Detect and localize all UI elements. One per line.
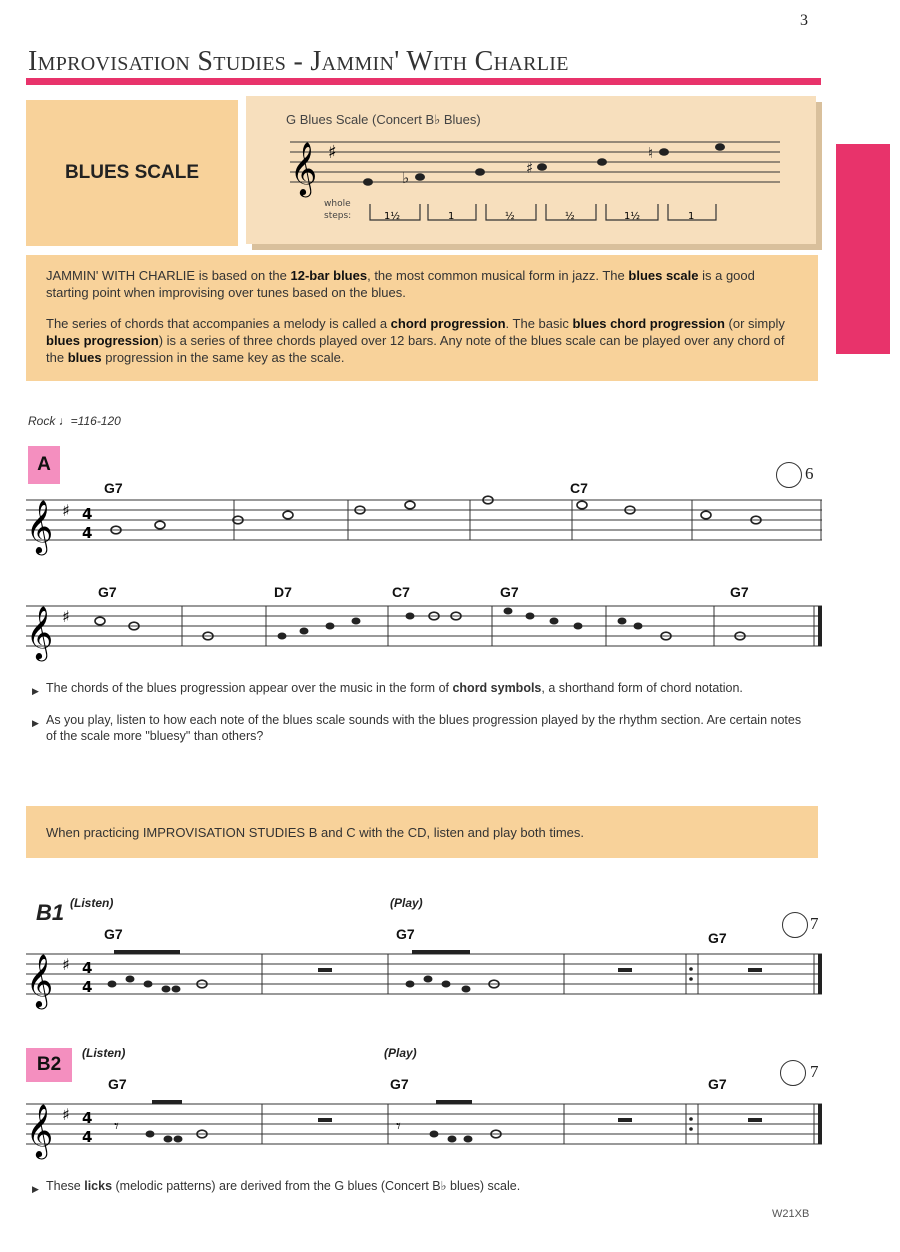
- chord-symbol: C7: [392, 584, 410, 600]
- chord-symbol: C7: [570, 480, 588, 496]
- info-bold: 12-bar blues: [290, 268, 368, 283]
- sharp-sign: ♯: [62, 1105, 70, 1124]
- info-text: JAMMIN' WITH CHARLIE is based on the: [46, 268, 291, 283]
- page-title: Improvisation Studies - Jammin' With Charlie: [28, 46, 569, 77]
- time-signature: 4: [82, 524, 93, 542]
- eighth-rest-icon: 𝄾: [396, 1116, 401, 1137]
- step-5: 1½: [624, 211, 641, 222]
- chord-symbol: G7: [98, 584, 117, 600]
- svg-text:♯: ♯: [526, 159, 534, 177]
- sharp-sign: ♯: [328, 142, 337, 163]
- chord-symbol: G7: [390, 1076, 409, 1092]
- step-4: ½: [565, 211, 575, 222]
- section-badge-b2: B2: [26, 1048, 72, 1082]
- chord-symbol: G7: [108, 1076, 127, 1092]
- time-signature: 4: [82, 959, 93, 977]
- steps-label-1: whole: [324, 199, 351, 209]
- info-text: The series of chords that accompanies a melody is called a: [46, 316, 391, 331]
- note-text: The chords of the blues progression appear over the music in the form of: [46, 681, 453, 695]
- info-paragraph-1: [46, 267, 798, 301]
- chord-symbol: G7: [104, 480, 123, 496]
- note-text: These: [46, 1179, 85, 1193]
- time-signature: 4: [82, 505, 93, 523]
- bullet-note-2: ▶ As you play, listen to how each note of the blues scale sounds with the blues progression played by the rhythm section. Are certain notes of the scale more "bluesy" than others?: [46, 712, 806, 744]
- blues-scale-label-box: [26, 100, 238, 246]
- cd-icon: [782, 912, 808, 938]
- tempo-marking: Rock ♩=116-120: [28, 414, 121, 428]
- chord-symbol: G7: [396, 926, 415, 942]
- blues-scale-label: BLUES SCALE: [64, 162, 200, 183]
- time-signature: 4: [82, 978, 93, 996]
- bullet-note-licks: [46, 1178, 806, 1194]
- time-signature: 4: [82, 1128, 93, 1146]
- info-bold: blues scale: [628, 268, 699, 283]
- staff-b1: [26, 944, 826, 1014]
- info-text: . The basic: [505, 316, 573, 331]
- chord-symbol: G7: [708, 930, 727, 946]
- info-paragraph-2: [46, 315, 798, 366]
- info-text: (or simply: [724, 316, 785, 331]
- play-label: (Play): [384, 1046, 417, 1060]
- sharp-sign: ♯: [62, 607, 70, 626]
- track-number-b2: 7: [810, 1062, 819, 1081]
- note-text: (melodic patterns) are derived from the G blues (Concert B♭ blues) scale.: [112, 1179, 521, 1193]
- info-text: progression in the same key as the scale.: [101, 350, 345, 365]
- staff-a-line-2: [26, 596, 826, 666]
- chord-symbol: G7: [708, 1076, 727, 1092]
- treble-clef-icon: 𝄞: [290, 141, 318, 195]
- info-bold: chord progression: [390, 316, 506, 331]
- track-number-a: 6: [805, 464, 814, 483]
- step-2: 1: [448, 211, 455, 222]
- note-text: , a shorthand form of chord notation.: [541, 681, 743, 695]
- treble-clef-icon: 𝄞: [26, 1103, 54, 1157]
- listen-label: (Listen): [70, 896, 114, 910]
- bullet-note-1: [46, 680, 796, 696]
- section-badge-a: A: [28, 446, 60, 484]
- info-text: ) is a series of three chords played over 12 bars. Any note of the blues scale can be played over any chord of the: [46, 333, 785, 365]
- info-bold: blues progression: [46, 333, 159, 348]
- side-tab: [836, 144, 890, 354]
- info-text: , the most common musical form in jazz. The: [367, 268, 629, 283]
- section-badge-b1: B1: [36, 900, 65, 925]
- step-3: ½: [505, 211, 515, 222]
- practice-box: [26, 806, 818, 858]
- chord-symbol: G7: [500, 584, 519, 600]
- svg-text:♭: ♭: [402, 169, 410, 187]
- staff-a-line-1: [26, 490, 826, 560]
- eighth-rest-icon: 𝄾: [114, 1116, 119, 1137]
- footer-code: W21XB: [772, 1208, 810, 1220]
- steps-label-2: steps:: [324, 211, 352, 221]
- play-label: (Play): [390, 896, 423, 910]
- info-bold: blues: [67, 350, 102, 365]
- page-number: 3: [800, 12, 808, 29]
- sharp-sign: ♯: [62, 955, 70, 974]
- treble-clef-icon: 𝄞: [26, 953, 54, 1007]
- listen-label: (Listen): [82, 1046, 126, 1060]
- cd-icon: [780, 1060, 806, 1086]
- staff-b2: [26, 1094, 826, 1164]
- title-rule: [26, 78, 821, 85]
- track-number-b1: 7: [810, 914, 819, 933]
- treble-clef-icon: 𝄞: [26, 499, 54, 553]
- svg-text:♮: ♮: [648, 144, 654, 162]
- cd-icon: [776, 462, 802, 488]
- info-box: [26, 255, 818, 381]
- info-bold: blues chord progression: [572, 316, 725, 331]
- time-signature: 4: [82, 1109, 93, 1127]
- practice-text: When practicing IMPROVISATION STUDIES B and C with the CD, listen and play both times.: [46, 824, 585, 840]
- step-1: 1½: [384, 211, 401, 222]
- chord-symbol: G7: [104, 926, 123, 942]
- treble-clef-icon: 𝄞: [26, 605, 54, 659]
- chord-symbol: D7: [274, 584, 292, 600]
- note-bold: chord symbols: [452, 681, 542, 695]
- blues-scale-caption: G Blues Scale (Concert B♭ Blues): [286, 112, 481, 127]
- note-bold: licks: [84, 1179, 113, 1193]
- info-text: is a good starting point when improvising over tunes based on the blues.: [46, 268, 755, 300]
- sharp-sign: ♯: [62, 501, 70, 520]
- blues-scale-staff: [280, 128, 800, 238]
- chord-symbol: G7: [730, 584, 749, 600]
- step-6: 1: [688, 211, 695, 222]
